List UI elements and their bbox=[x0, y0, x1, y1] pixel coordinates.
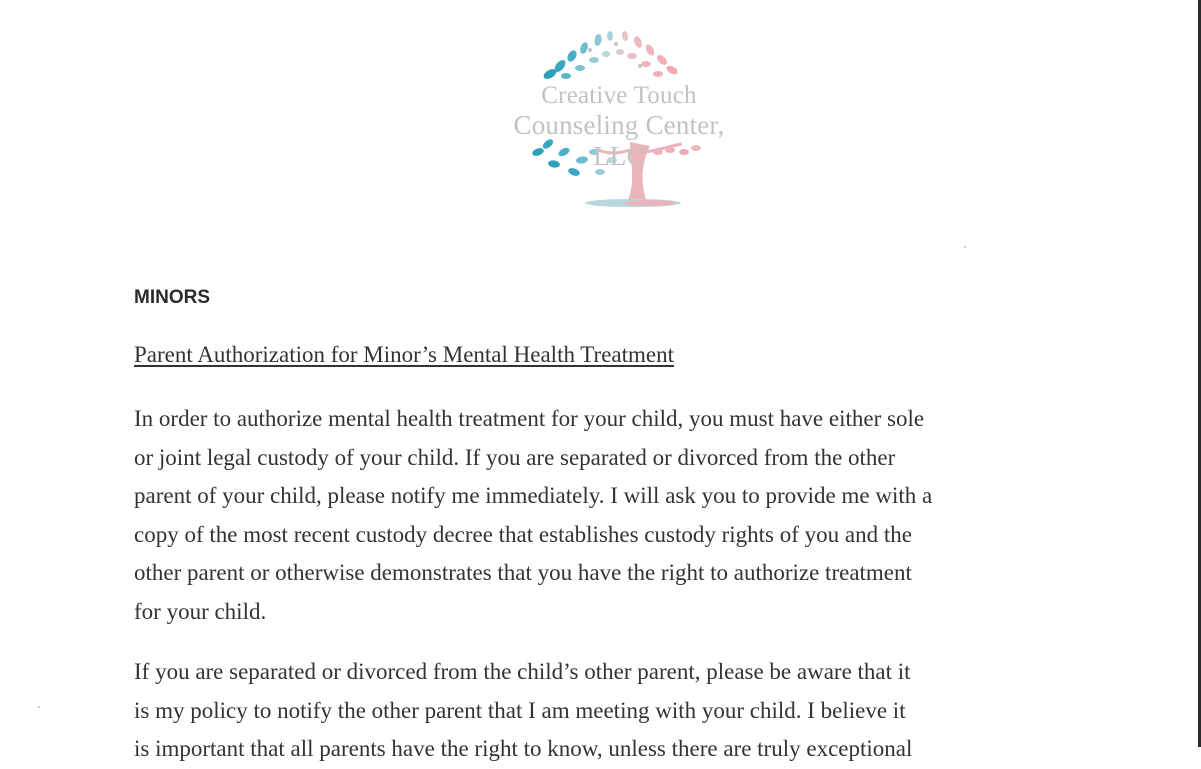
paragraph-line: copy of the most recent custody decree that establishes custody rights of you and the bbox=[134, 521, 912, 547]
section-heading: MINORS bbox=[134, 287, 210, 308]
paragraph-custody bbox=[134, 400, 1059, 632]
paragraph-line: is my policy to notify the other parent that I am meeting with your child. I believe it bbox=[134, 697, 906, 723]
paragraph-line: If you are separated or divorced from the child’s other parent, please be aware that it bbox=[134, 659, 911, 684]
scan-speck bbox=[964, 246, 966, 248]
section-subtitle: Parent Authorization for Minor’s Mental Health Treatment bbox=[134, 342, 674, 367]
logo-text-line1: Creative Touch bbox=[541, 82, 697, 109]
paragraph-line: or joint legal custody of your child. If you are separated or divorced from the other bbox=[134, 444, 896, 470]
paragraph-line: parent of your child, please notify me immediately. I will ask you to provide me with a bbox=[134, 483, 933, 509]
paragraph-line: is important that all parents have the right to know, unless there are truly exceptional bbox=[134, 736, 913, 762]
paragraph-line: for your child. bbox=[134, 598, 267, 624]
canopy-top-hands bbox=[542, 31, 679, 81]
company-logo bbox=[490, 22, 748, 212]
logo-text-line2: Counseling Center, LLC bbox=[513, 110, 725, 171]
paragraph-line: other parent or otherwise demonstrates that you have the right to authorize treatment bbox=[134, 560, 912, 586]
paragraph-notification-policy bbox=[134, 653, 1059, 769]
paragraph-line: In order to authorize mental health treatment for your child, you must have either sole bbox=[134, 406, 925, 431]
scan-speck bbox=[38, 706, 40, 708]
